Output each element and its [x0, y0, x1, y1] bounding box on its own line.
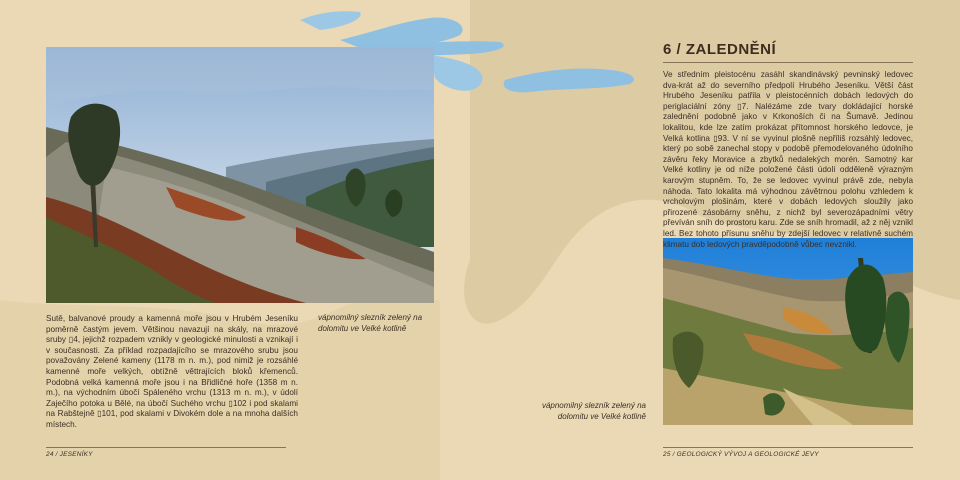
photo-velka-kotlina: [663, 238, 913, 425]
photo-stone-sea-slope: [46, 47, 434, 303]
page-footer-right: 25 / GEOLOGICKÝ VÝVOJ A GEOLOGICKÉ JEVY: [663, 451, 819, 458]
page-footer-left: 24 / JESENÍKY: [46, 451, 93, 458]
section-title: 6 / ZALEDNĚNÍ: [663, 41, 777, 58]
fern-caption-upper: vápnomilný slezník zelený na dolomitu ve Velké kotlině: [318, 313, 423, 333]
glaciation-body-text: Ve středním pleistocénu zasáhl skandinávský pevninský ledovec dva-krát až do severního předpolí Hrubého Jeseníku. Větší část Hrubého Jeseníku patřila v pleistocénních dobách ledových do periglaciální zóny ▯7. Nalézáme zde tvary dokládající horské zalednění podobně jako v Krkonoších či na Šumavě. Jedinou lokalitou, kde lze zatím prokázat přítomnost horského ledovce, je Velká kotlina ▯93. V ní se vyvinul plošně nepříliš rozsáhlý ledovec, který po sobě zanechal stopy v podobě přemodelovaného údolního závěru řeky Moravice a zbytků nedalekých morén. Samotný kar Velké kotliny je od níže položené části údolí odděleně výrazným karovým stupněm. To, že se ledovec vyvinul právě zde, nebyla náhoda. Tato lokalita má výhodnou závětrnou polohu vzhledem k vrcholovým plošinám, které v dobách ledových sloužily jako přirozené zásobárny sněhu, z nichž byl severozápadními větry převíván sníh do prostoru karu. Zde se sníh hromadil, až z něj vznikl led. Bez tohoto přísunu sněhu by zdejší ledovec v relativně suchém klimatu dob ledových pravděpodobně vůbec nevznikl.: [663, 70, 913, 249]
title-divider: [663, 62, 913, 63]
footer-divider-left: [46, 447, 286, 448]
fern-caption-lower: vápnomilný slezník zelený na dolomitu ve Velké kotlině: [541, 401, 646, 421]
footer-divider-right: [663, 447, 913, 448]
stone-sea-caption: Sutě, balvanové proudy a kamenná moře jsou v Hrubém Jeseníku poměrně častým jevem. Většinou navazují na skály, na mrazové sruby ▯4, jejichž rozpadem vznikly v geologické minulosti a vznikají i v současnosti. Za příklad rozpadajícího se mrazového srubu jsou považovány Zelené kameny (1178 m n. m.), pod nimiž je rozsáhlé kamenné moře velkých, obtížně věttrajících bloků křemenců. Podobná velká kamenná moře jsou i na Břidličné hoře (1358 m n. m.), na východním úbočí Spáleného vrchu (1313 m n. m.), v údolí Zaječího potoka u Bělé, na úbočí Suchého vrchu ▯102 i pod skalami na Rabštejně ▯101, pod skalami v Divokém dole a na mnoha dalších místech.: [46, 314, 298, 429]
